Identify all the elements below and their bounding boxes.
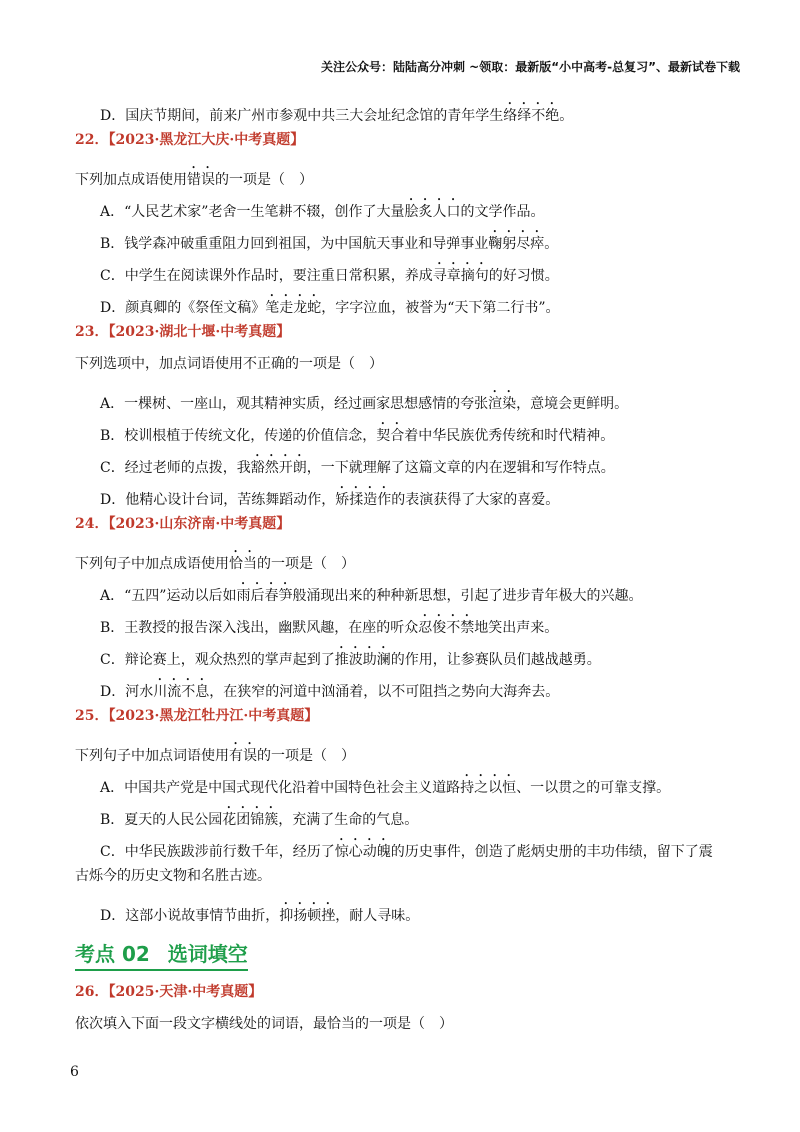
option-text: 般涌现出来的种种新思想，引起了进步青年极大的兴趣。 (292, 588, 643, 604)
question-24 (75, 508, 755, 700)
option-text: 的历史事件，创造了彪炳史册的丰功伟绩，留下了震 (390, 844, 713, 860)
option-label: B． (100, 620, 125, 636)
question-number: 23． (75, 324, 109, 340)
prompt-text: 依次填入下面一段文字横线处的词语，最恰当的一项是（ ） (75, 1016, 453, 1032)
option-text: 他精心设计台词，苦练舞蹈动作， (125, 492, 336, 508)
option-text: 的作用，让参赛队员们越战越勇。 (390, 652, 601, 668)
option-d (75, 668, 755, 700)
dotted-phrase: 川流不息 (153, 684, 210, 700)
prompt-text: 的一项是（ ） (257, 556, 355, 572)
option-d (75, 476, 755, 508)
dotted-phrase: 错误 (187, 172, 215, 188)
option-label: C． (100, 268, 125, 284)
question-number: 22． (75, 132, 109, 148)
page-number: 6 (70, 1064, 79, 1080)
page-header: 关注公众号：陆陆高分冲刺 ~领取：最新版“小中高考-总复习”、最新试卷下载 (321, 60, 740, 74)
question-source-tag: 【2025·天津·中考真题】 (108, 984, 263, 1000)
option-text: 、一以贯之的可靠支撑。 (516, 780, 671, 796)
option-text: 颜真卿的《祭侄文稿》 (125, 300, 266, 316)
option-label: D． (100, 684, 126, 700)
option-d (75, 284, 755, 316)
dotted-phrase: 惊心动魄 (334, 844, 391, 860)
dotted-phrase: 忍俊不禁 (418, 620, 475, 636)
option-text: 辩论赛上，观众热烈的掌声起到了 (124, 652, 335, 668)
option-label: B． (100, 428, 125, 444)
q21-option-d (75, 96, 755, 124)
question-number: 24． (75, 516, 109, 532)
option-text: 经过老师的点拨，我 (124, 460, 251, 476)
option-a (75, 764, 755, 796)
option-text: 河水 (125, 684, 154, 700)
question-header (75, 972, 755, 1008)
dotted-phrase: 脍炙人口 (404, 204, 461, 220)
option-c (75, 444, 755, 476)
dotted-phrase: 抑扬顿挫 (279, 908, 336, 924)
question-prompt (75, 540, 755, 572)
question-source-tag: 【2023·湖北十堰·中考真题】 (108, 324, 291, 340)
option-text: 。 (544, 236, 559, 252)
document-body (75, 96, 755, 1040)
option-text: 古烁今的历史文物和名胜古迹。 (75, 868, 271, 884)
option-text: ，字字泣血，被誉为“天下第二行书”。 (321, 300, 560, 316)
dotted-phrase: 推波助澜 (334, 652, 391, 668)
option-text: “人民艺术家”老舍一生笔耕不辍，创作了大量 (124, 204, 405, 220)
option-text: 地笑出声来。 (474, 620, 559, 636)
option-label: A． (100, 588, 125, 604)
option-b (75, 412, 755, 444)
option-label: B． (100, 236, 125, 252)
option-text: 中国共产党是中国式现代化沿着中国特色社会主义道路 (124, 780, 461, 796)
dotted-phrase: 豁然开朗 (250, 460, 307, 476)
option-text: 着中华民族优秀传统和时代精神。 (404, 428, 615, 444)
question-22 (75, 124, 755, 316)
dotted-phrase: 笔走龙蛇 (265, 300, 322, 316)
question-source-tag: 【2023·黑龙江大庆·中考真题】 (108, 132, 305, 148)
option-c (75, 828, 755, 860)
option-text: 钱学森冲破重重阻力回到祖国，为中国航天事业和导弹事业 (124, 236, 489, 252)
question-header (75, 124, 755, 156)
option-text: ，耐人寻味。 (335, 908, 420, 924)
option-text: 校训根植于传统文化，传递的价值信念， (124, 428, 377, 444)
option-text: ，在狭窄的河道中汹涌着，以不可阻挡之势向大海奔去。 (209, 684, 560, 700)
dotted-phrase: 雨后春笋 (236, 588, 293, 604)
option-a (75, 572, 755, 604)
option-b (75, 796, 755, 828)
option-text: ，意境会更鲜明。 (516, 396, 629, 412)
option-text: 中学生在阅读课外作品时，要注重日常积累，养成 (124, 268, 433, 284)
option-text: 的文学作品。 (460, 204, 545, 220)
prompt-text: 的一项是（ ） (257, 748, 355, 764)
option-b (75, 604, 755, 636)
option-text: 王教授的报告深入浅出，幽默风趣，在座的听众 (124, 620, 419, 636)
option-text: 中华民族跋涉前行数千年，经历了 (124, 844, 335, 860)
option-label: C． (100, 844, 125, 860)
question-25 (75, 700, 755, 924)
dotted-phrase: 鞠躬尽瘁 (488, 236, 545, 252)
option-text: 一棵树、一座山，观其精神实质，经过画家思想感情的夸张 (124, 396, 489, 412)
dotted-phrase: 持之以恒 (460, 780, 517, 796)
prompt-text: 下列句子中加点词语使用 (75, 748, 229, 764)
prompt-text: 下列句子中加点成语使用 (75, 556, 229, 572)
option-text: 这部小说故事情节曲折， (125, 908, 280, 924)
option-label: D． (100, 908, 126, 924)
option-label: D． (100, 108, 126, 124)
question-23 (75, 316, 755, 508)
option-c-continuation (75, 860, 755, 892)
option-label: C． (100, 460, 125, 476)
question-header (75, 508, 755, 540)
option-c (75, 636, 755, 668)
option-b (75, 220, 755, 252)
option-text: 的好习惯。 (488, 268, 559, 284)
option-label: A． (100, 780, 125, 796)
prompt-text: 下列加点成语使用 (75, 172, 187, 188)
option-label: C． (100, 652, 125, 668)
option-label: D． (100, 492, 126, 508)
dotted-phrase: 渲染 (488, 396, 517, 412)
section-label: 考点 02 (75, 942, 150, 966)
section-title (75, 938, 248, 971)
section-heading (75, 928, 755, 972)
question-source-tag: 【2023·山东济南·中考真题】 (108, 516, 291, 532)
option-text: ，充满了生命的气息。 (278, 812, 419, 828)
question-number: 26． (75, 984, 109, 1000)
dotted-phrase: 契合 (376, 428, 405, 444)
option-text: 国庆节期间，前来广州市参观中共三大会址纪念馆的青年学生 (125, 108, 504, 124)
option-label: D． (100, 300, 126, 316)
dotted-phrase: 络绎不绝 (503, 108, 560, 124)
option-label: A． (100, 204, 125, 220)
question-source-tag: 【2023·黑龙江牡丹江·中考真题】 (108, 708, 319, 724)
question-prompt (75, 732, 755, 764)
option-d (75, 892, 755, 924)
dotted-phrase: 寻章摘句 (432, 268, 489, 284)
question-prompt (75, 156, 755, 188)
dotted-phrase: 花团锦簇 (222, 812, 279, 828)
question-prompt (75, 1008, 755, 1040)
section-name: 选词填空 (167, 942, 248, 966)
question-number: 25． (75, 708, 109, 724)
prompt-text: 下列选项中，加点词语使用不正确的一项是（ ） (75, 356, 383, 372)
option-a (75, 380, 755, 412)
option-text: 的表演获得了大家的喜爱。 (391, 492, 560, 508)
option-c (75, 252, 755, 284)
dotted-phrase: 矫揉造作 (335, 492, 392, 508)
question-header (75, 700, 755, 732)
option-label: A． (100, 396, 125, 412)
option-label: B． (100, 812, 125, 828)
option-text: “五四”运动以后如 (124, 588, 237, 604)
dotted-phrase: 恰当 (229, 556, 257, 572)
option-text: ，一下就理解了这篇文章的内在逻辑和写作特点。 (306, 460, 615, 476)
option-text: 夏天的人民公园 (124, 812, 223, 828)
question-header (75, 316, 755, 348)
option-text: 。 (559, 108, 574, 124)
prompt-text: 的一项是（ ） (215, 172, 313, 188)
question-prompt (75, 348, 755, 380)
question-26 (75, 972, 755, 1040)
option-a (75, 188, 755, 220)
dotted-phrase: 有误 (229, 748, 257, 764)
